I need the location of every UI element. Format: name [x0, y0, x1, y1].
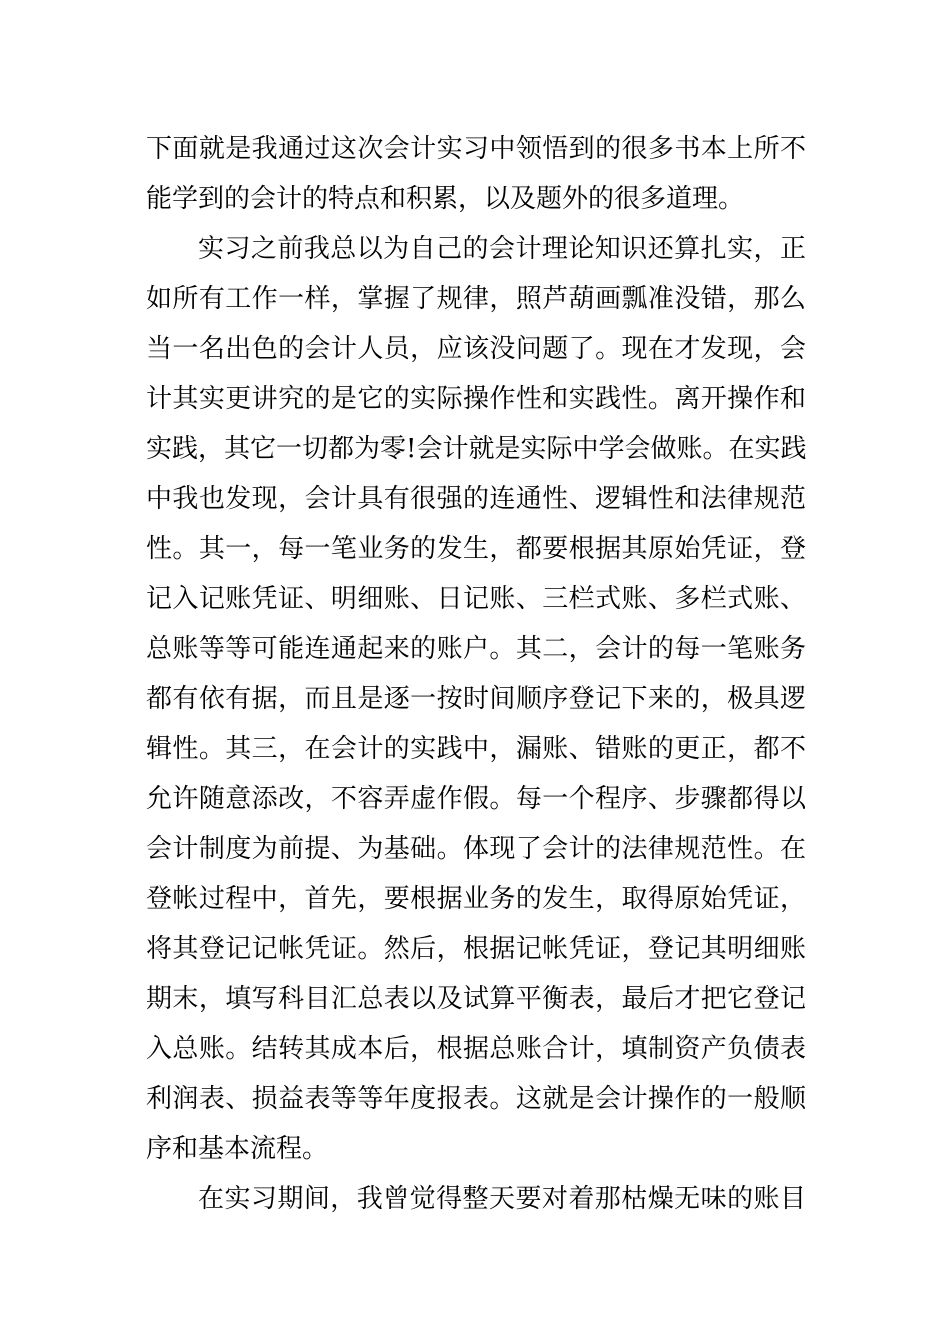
text-line-15: 会计制度为前提、为基础。体现了会计的法律规范性。在 [146, 834, 806, 864]
text-line-18: 期末，填写科目汇总表以及试算平衡表，最后才把它登记 [146, 984, 806, 1014]
text-line-17: 将其登记记帐凭证。然后，根据记帐凭证，登记其明细账 [146, 934, 806, 964]
text-line-10: 记入记账凭证、明细账、日记账、三栏式账、多栏式账、 [146, 584, 806, 614]
text-line-20: 利润表、损益表等等年度报表。这就是会计操作的一般顺 [146, 1084, 806, 1114]
text-line-8: 中我也发现，会计具有很强的连通性、逻辑性和法律规范 [146, 484, 806, 514]
text-line-6: 计其实更讲究的是它的实际操作性和实践性。离开操作和 [146, 384, 806, 414]
text-line-7: 实践，其它一切都为零!会计就是实际中学会做账。在实践 [146, 434, 807, 464]
text-line-19: 入总账。结转其成本后，根据总账合计，填制资产负债表 [146, 1034, 806, 1064]
text-line-16: 登帐过程中，首先，要根据业务的发生，取得原始凭证， [146, 884, 806, 914]
text-line-9: 性。其一，每一笔业务的发生，都要根据其原始凭证，登 [146, 534, 806, 564]
text-line-2: 能学到的会计的特点和积累，以及题外的很多道理。 [146, 184, 745, 214]
text-line-14: 允许随意添改，不容弄虚作假。每一个程序、步骤都得以 [146, 784, 806, 814]
text-line-13: 辑性。其三，在会计的实践中，漏账、错账的更正，都不 [146, 734, 806, 764]
text-line-21: 序和基本流程。 [146, 1134, 329, 1164]
text-line-11: 总账等等可能连通起来的账户。其二，会计的每一笔账务 [146, 634, 806, 664]
text-line-3: 实习之前我总以为自己的会计理论知识还算扎实，正 [198, 234, 806, 264]
text-line-12: 都有依有据，而且是逐一按时间顺序登记下来的，极具逻 [146, 684, 806, 714]
text-line-5: 当一名出色的会计人员，应该没问题了。现在才发现，会 [146, 334, 806, 364]
text-line-22: 在实习期间，我曾觉得整天要对着那枯燥无味的账目 [198, 1184, 806, 1214]
text-line-1: 下面就是我通过这次会计实习中领悟到的很多书本上所不 [146, 134, 806, 164]
text-line-4: 如所有工作一样，掌握了规律，照芦葫画瓢准没错，那么 [146, 284, 806, 314]
